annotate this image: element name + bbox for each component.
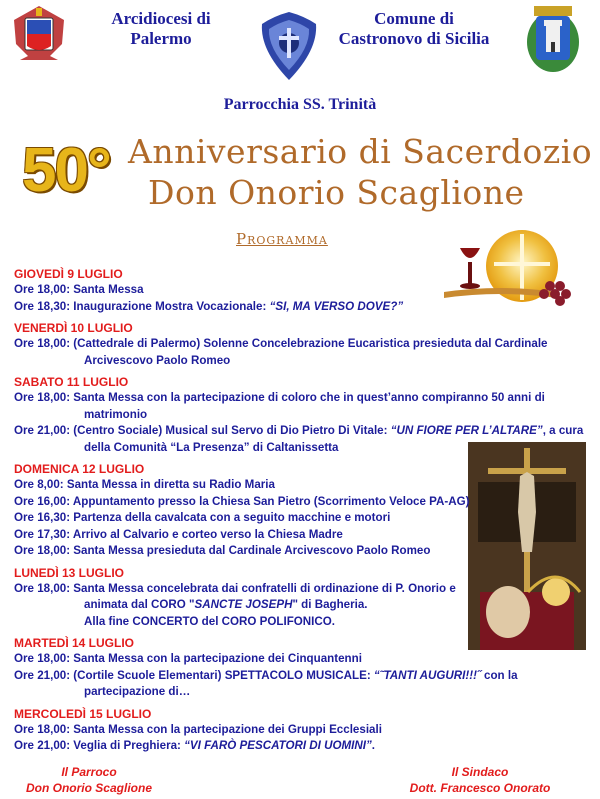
program-line: Ore 21,00: (Centro Sociale) Musical sul Servo di Dio Pietro Di Vitale: “UN FIORE PER L’ALTARE”, a cura bbox=[14, 424, 584, 437]
program-day-heading: VENERDÌ 10 LUGLIO bbox=[14, 321, 133, 335]
program-line: Ore 21,00: (Cortile Scuole Elementari) SPETTACOLO MUSICALE: “˜TANTI AUGURI!!!˝ con la bbox=[14, 668, 518, 682]
program-line: Ore 18,00: Santa Messa bbox=[14, 283, 144, 296]
parish-name: Parrocchia SS. Trinità bbox=[223, 96, 377, 113]
program-day-heading: GIOVEDÌ 9 LUGLIO bbox=[14, 267, 123, 281]
program-day-heading: DOMENICA 12 LUGLIO bbox=[14, 462, 145, 476]
program-day-heading: LUNEDÌ 13 LUGLIO bbox=[14, 565, 125, 580]
program-line: Ore 16,00: Appuntamento presso la Chiesa San Pietro (Scorrimento Veloce PA-AG) bbox=[14, 494, 470, 508]
municipality-name: Comune di Castronovo di Sicilia bbox=[338, 9, 490, 48]
program-line: Ore 16,30: Partenza della cavalcata con a seguito macchine e motori bbox=[14, 511, 391, 524]
municipality-coat-of-arms-icon bbox=[520, 2, 586, 74]
program-day-heading: SABATO 11 LUGLIO bbox=[14, 375, 129, 389]
program-line: animata dal CORO "SANCTE JOSEPH" di Bagheria. bbox=[84, 598, 368, 611]
program-line: Ore 18,00: Santa Messa concelebrata dai confratelli di ordinazione di P. Onorio e bbox=[14, 581, 456, 595]
program-line: Ore 8,00: Santa Messa in diretta su Radio Maria bbox=[14, 478, 275, 491]
program-day-heading: MARTEDÌ 14 LUGLIO bbox=[14, 636, 135, 650]
title-line-1: Anniversario di Sacerdozio bbox=[128, 132, 593, 171]
program-line: partecipazione di… bbox=[84, 685, 191, 698]
program-line: Ore 18,30: Inaugurazione Mostra Vocazionale: “SI, MA VERSO DOVE?” bbox=[14, 299, 404, 313]
title-line-2: Don Onorio Scaglione bbox=[148, 173, 525, 212]
program-day-heading: MERCOLEDÌ 15 LUGLIO bbox=[14, 706, 152, 721]
program-line: Ore 18,00: (Cattedrale di Palermo) Solenne Concelebrazione Eucaristica presieduta dal Cardinale bbox=[14, 337, 548, 350]
program-line: Ore 18,00: Santa Messa con la partecipazione dei Cinquantenni bbox=[14, 652, 362, 665]
program-line: Ore 18,00: Santa Messa con la partecipazione di coloro che in quest’anno compiranno 50 anni di bbox=[14, 391, 545, 404]
program-line: Ore 17,30: Arrivo al Calvario e corteo verso la Chiesa Madre bbox=[14, 527, 343, 541]
anniversary-number: 50° bbox=[22, 136, 110, 205]
program-line: della Comunità “La Presenza” di Caltanissetta bbox=[84, 440, 339, 454]
parish-priest-signature: Il Parroco Don Onorio Scaglione bbox=[25, 765, 152, 795]
mayor-signature: Il Sindaco Dott. Francesco Onorato bbox=[409, 765, 551, 795]
program-line: Ore 18,00: Santa Messa con la partecipazione dei Gruppi Ecclesiali bbox=[14, 722, 382, 736]
program-line: matrimonio bbox=[84, 407, 148, 421]
archdiocese-coat-of-arms-icon bbox=[8, 4, 70, 62]
archdiocese-name: Arcidiocesi di Palermo bbox=[111, 9, 211, 48]
programma-heading: Programma bbox=[236, 230, 328, 248]
program-line: Ore 21,00: Veglia di Preghiera: “VI FARÒ PESCATORI DI UOMINI”. bbox=[14, 739, 376, 752]
program-line: Alla fine CONCERTO del CORO POLIFONICO. bbox=[84, 614, 336, 628]
program-line: Arcivescovo Paolo Romeo bbox=[84, 353, 231, 367]
program-line: Ore 18,00: Santa Messa presieduta dal Cardinale Arcivescovo Paolo Romeo bbox=[14, 544, 431, 557]
program-list bbox=[14, 266, 584, 760]
parish-emblem-icon bbox=[258, 10, 320, 82]
